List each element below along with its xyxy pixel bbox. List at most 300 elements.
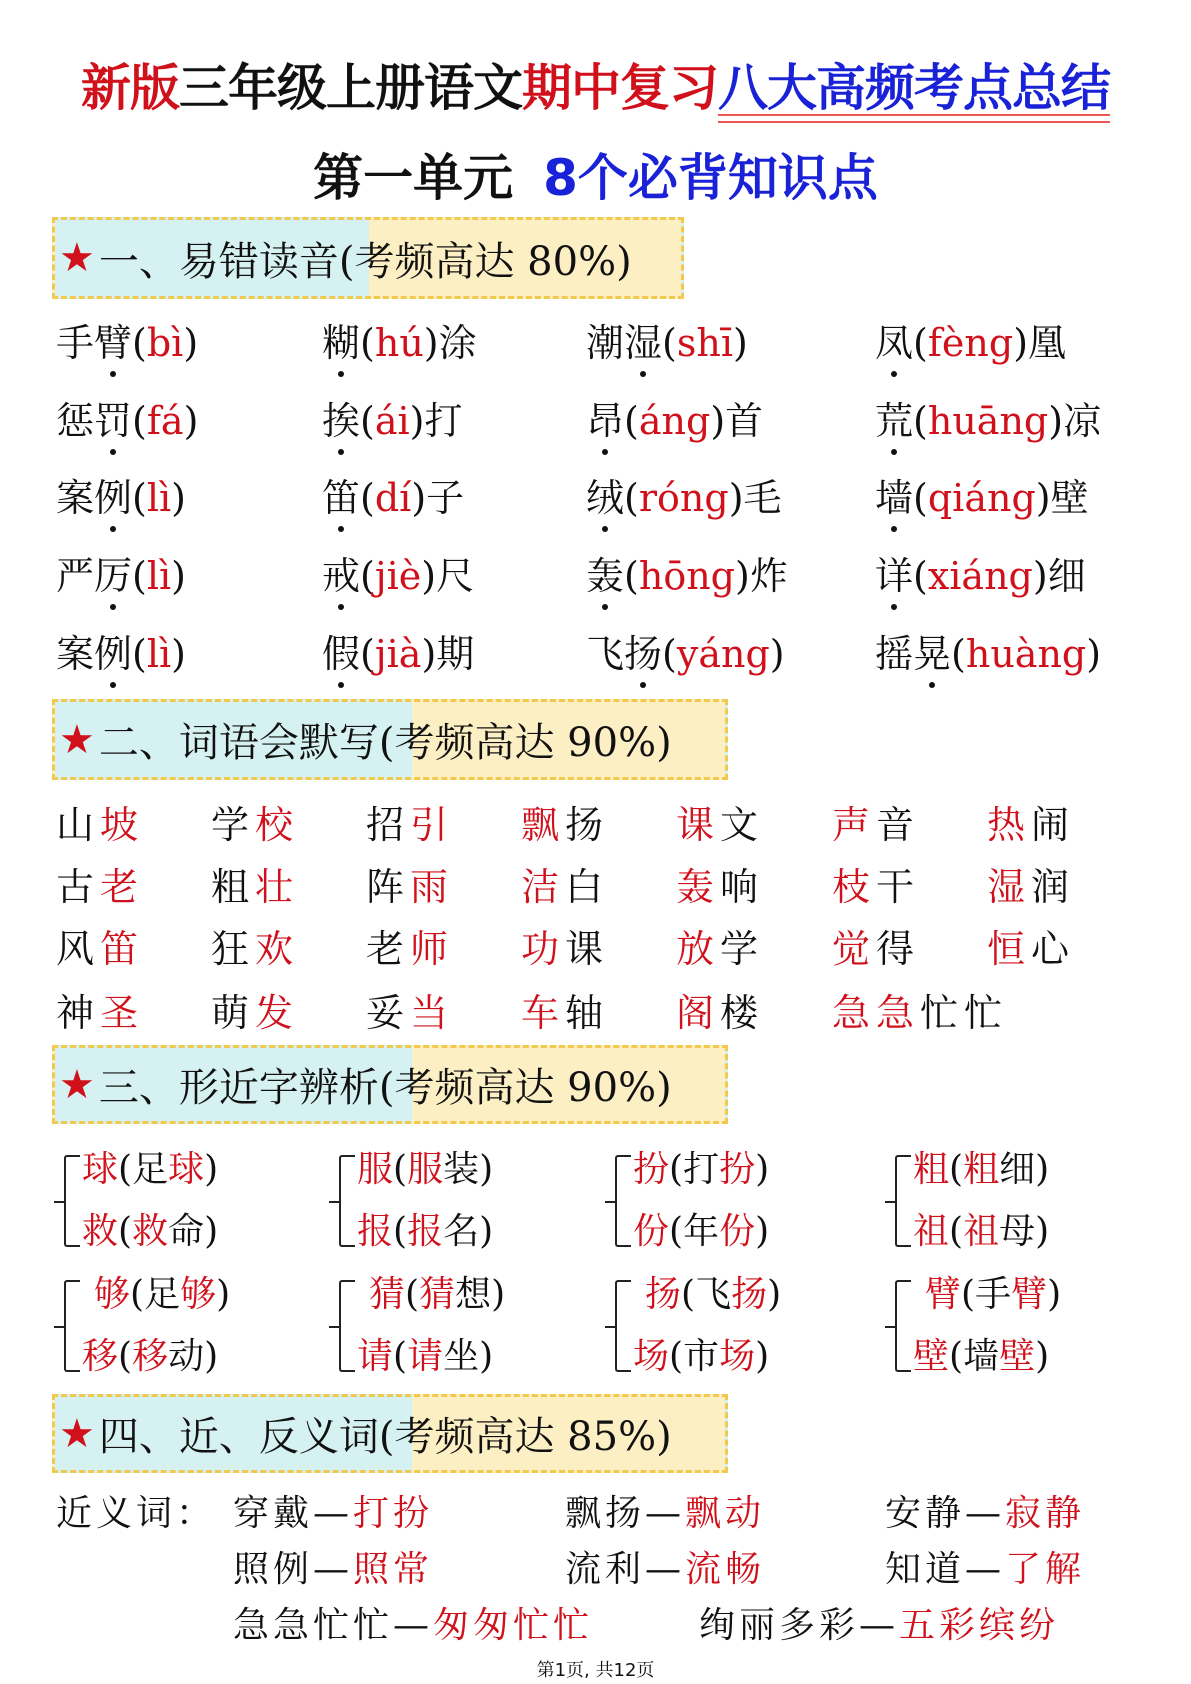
pronunciation-item (875, 312, 1066, 367)
highlight-char: 欢 (255, 927, 300, 971)
pronunciation-item (875, 467, 1089, 522)
dictation-word (987, 918, 1075, 973)
brace-icon (615, 1280, 631, 1372)
word-char: 请 (407, 1336, 444, 1377)
pronunciation-item (586, 312, 748, 367)
paren: ( (132, 321, 147, 365)
marked-char: 轰 (586, 545, 624, 600)
paren: ( (393, 1336, 408, 1377)
target-char: 场 (633, 1336, 670, 1377)
dictation-word (56, 918, 144, 973)
target-char: 报 (357, 1211, 394, 1252)
dash: — (965, 1549, 1006, 1590)
dictation-word (211, 856, 299, 911)
paren: ) (423, 321, 439, 365)
paren: ( (949, 1336, 964, 1377)
paren: ) (1048, 399, 1064, 443)
paren: ( (913, 321, 928, 365)
synonym: 五彩缤纷 (899, 1605, 1060, 1646)
pinyin: xiáng (927, 554, 1033, 598)
pronunciation-item (875, 623, 1101, 678)
word-char: 壁 (999, 1336, 1036, 1377)
word-char: 凉 (1063, 399, 1102, 443)
pinyin: jià (374, 632, 422, 676)
synonym-pair (565, 1541, 765, 1592)
pinyin: áng (638, 399, 711, 443)
target-char: 服 (357, 1149, 394, 1190)
paren: ( (669, 1149, 684, 1190)
word: 穿戴 (233, 1493, 314, 1534)
paren: ) (1035, 1149, 1050, 1190)
highlight-char: 老 (100, 865, 145, 909)
pinyin: fá (146, 399, 184, 443)
star-icon: ★ (59, 235, 95, 281)
dictation-word (676, 856, 764, 911)
marked-char: 荒 (875, 390, 913, 445)
paren: ( (360, 399, 375, 443)
dictation-word (521, 918, 609, 973)
paren: ) (728, 476, 744, 520)
word-char: 装 (443, 1149, 480, 1190)
word-char: 潮 (586, 321, 625, 365)
paren: ) (204, 1336, 219, 1377)
word-char: 学 (720, 927, 765, 971)
paren: ) (421, 632, 437, 676)
page-footer: 第1页, 共12页 (536, 1660, 655, 1681)
word-char: 得 (876, 927, 921, 971)
word-char: 白 (565, 865, 610, 909)
marked-char: 臂 (94, 312, 132, 367)
pronunciation-item (586, 390, 763, 445)
word-char: 狂 (211, 927, 256, 971)
paren: ( (669, 1211, 684, 1252)
paren: ) (479, 1211, 494, 1252)
paren: ) (735, 554, 750, 598)
paren: ( (132, 554, 147, 598)
word-char: 坐 (443, 1336, 480, 1377)
paren: ( (949, 1149, 964, 1190)
highlight-char: 圣 (100, 991, 145, 1035)
char-pair (633, 1203, 769, 1254)
section-header (52, 217, 684, 299)
section-label: 二、词语会默写 (98, 720, 379, 766)
dictation-word (521, 794, 609, 849)
page-subtitle (0, 138, 1191, 210)
synonym: 飘动 (685, 1493, 766, 1534)
synonym: 寂静 (1005, 1493, 1086, 1534)
target-char: 扮 (633, 1149, 670, 1190)
highlight-char: 恒 (987, 927, 1032, 971)
paren: ) (767, 1274, 782, 1315)
word-char: 够 (180, 1274, 217, 1315)
dash: — (965, 1493, 1006, 1534)
paren: ( (961, 1274, 976, 1315)
target-char: 扬 (645, 1274, 682, 1315)
dash: — (313, 1493, 354, 1534)
paren: ( (360, 554, 375, 598)
word: 安静 (885, 1493, 966, 1534)
paren: ) (755, 1149, 770, 1190)
brace-icon (339, 1280, 355, 1372)
section-frequency: (考频高达 90%) (378, 1065, 672, 1111)
paren: ( (118, 1211, 133, 1252)
dictation-word (56, 982, 144, 1037)
word-char: 壁 (1050, 476, 1089, 520)
word-char: 墙 (963, 1336, 1000, 1377)
highlight-char: 枝 (832, 865, 877, 909)
paren: ) (769, 632, 785, 676)
char-pair (82, 1328, 218, 1379)
section-label: 三、形近字辨析 (98, 1065, 379, 1111)
paren: ) (204, 1211, 219, 1252)
paren: ( (913, 476, 928, 520)
marked-char: 笛 (322, 467, 360, 522)
word-char: 细 (1047, 554, 1086, 598)
word-char: 山 (56, 803, 101, 847)
paren: ( (132, 632, 147, 676)
paren: ) (183, 321, 199, 365)
paren: ( (360, 476, 375, 520)
word: 知道 (885, 1549, 966, 1590)
target-char: 粗 (913, 1149, 950, 1190)
target-char: 臂 (925, 1274, 962, 1315)
paren: ) (171, 554, 186, 598)
pronunciation-item (56, 623, 186, 678)
word: 飘扬 (565, 1493, 646, 1534)
synonym: 照常 (353, 1549, 434, 1590)
char-pair (357, 1141, 493, 1192)
target-char: 份 (633, 1211, 670, 1252)
pronunciation-item (322, 623, 474, 678)
word-char: 音 (876, 803, 921, 847)
word-char: 涂 (438, 321, 477, 365)
pinyin: hōng (638, 554, 735, 598)
word-char: 文 (720, 803, 765, 847)
pinyin: qiáng (927, 476, 1036, 520)
word-char: 手 (975, 1274, 1012, 1315)
marked-char: 昂 (586, 390, 624, 445)
unit-label: 第一单元 (313, 149, 514, 207)
dictation-word (211, 918, 299, 973)
page-title (0, 48, 1191, 120)
paren: ) (1035, 1336, 1050, 1377)
word-char: 老 (366, 927, 411, 971)
paren: ( (118, 1149, 133, 1190)
dictation-word (987, 856, 1075, 911)
paren: ) (491, 1274, 506, 1315)
highlight-char: 坡 (100, 803, 145, 847)
paren: ) (421, 554, 437, 598)
paren: ( (118, 1336, 133, 1377)
star-icon: ★ (59, 1410, 95, 1457)
highlight-char: 洁 (521, 865, 566, 909)
synonym-pair (233, 1541, 433, 1592)
word-char: 摇 (875, 632, 914, 676)
word-char: 响 (720, 865, 765, 909)
dash: — (645, 1549, 686, 1590)
char-pair (94, 1266, 230, 1317)
dictation-word (676, 794, 764, 849)
dash: — (859, 1605, 900, 1646)
word-char: 子 (426, 476, 465, 520)
word-char: 招 (366, 803, 411, 847)
word-char: 粗 (963, 1149, 1000, 1190)
paren: ( (669, 1336, 684, 1377)
paren: ) (1035, 476, 1051, 520)
word-char: 期 (436, 632, 475, 676)
target-char: 球 (82, 1149, 119, 1190)
marked-char: 假 (322, 623, 360, 678)
highlight-char: 校 (255, 803, 300, 847)
highlight-char: 功 (521, 927, 566, 971)
word-char: 足 (144, 1274, 181, 1315)
word-char: 想 (455, 1274, 492, 1315)
brace-icon (64, 1280, 80, 1372)
paren: ) (479, 1336, 494, 1377)
synonym-pair (885, 1541, 1085, 1592)
synonyms-label: 近义词： (56, 1493, 217, 1534)
target-char: 请 (357, 1336, 394, 1377)
highlight-char: 热 (987, 803, 1032, 847)
marked-char: 凤 (875, 312, 913, 367)
highlight-char: 壮 (255, 865, 300, 909)
dictation-word (56, 794, 144, 849)
word-char: 扬 (565, 803, 610, 847)
char-pair (645, 1266, 781, 1317)
pinyin: dí (374, 476, 412, 520)
word-char: 足 (132, 1149, 169, 1190)
pinyin: lì (146, 632, 172, 676)
char-pair (82, 1203, 218, 1254)
word-char: 救 (132, 1211, 169, 1252)
char-pair (357, 1328, 493, 1379)
highlight-char: 当 (410, 991, 455, 1035)
word-char: 凰 (1028, 321, 1067, 365)
word-char: 命 (168, 1211, 205, 1252)
marked-char: 例 (94, 623, 132, 678)
paren: ) (479, 1149, 494, 1190)
synonym-pair (233, 1485, 433, 1536)
paren: ( (624, 399, 639, 443)
highlight-char: 笛 (100, 927, 145, 971)
pinyin: ái (374, 399, 410, 443)
word-char: 细 (999, 1149, 1036, 1190)
dictation-word (366, 918, 454, 973)
paren: ( (913, 399, 928, 443)
title-part: 新版 (81, 59, 179, 117)
paren: ( (405, 1274, 420, 1315)
word-char: 报 (407, 1211, 444, 1252)
pinyin: huàng (965, 632, 1087, 676)
paren: ( (662, 632, 677, 676)
star-icon: ★ (59, 716, 95, 763)
word-char: 课 (565, 927, 610, 971)
paren: ( (624, 554, 639, 598)
dictation-word (832, 918, 920, 973)
paren: ( (662, 321, 677, 365)
word-char: 楼 (720, 991, 765, 1035)
highlight-char: 湿 (987, 865, 1032, 909)
word-char: 严 (56, 554, 95, 598)
pinyin: lì (146, 476, 172, 520)
dictation-word (832, 794, 920, 849)
dictation-word (366, 982, 454, 1037)
section-frequency: (考频高达 80%) (338, 238, 632, 285)
paren: ) (409, 399, 425, 443)
pinyin: lì (146, 554, 172, 598)
synonym: 流畅 (685, 1549, 766, 1590)
section-frequency: (考频高达 90%) (378, 720, 672, 766)
pronunciation-item (322, 545, 474, 600)
dictation-word (987, 794, 1075, 849)
word-char: 案 (56, 632, 95, 676)
paren: ( (393, 1149, 408, 1190)
target-char: 壁 (913, 1336, 950, 1377)
char-pair (633, 1328, 769, 1379)
paren: ( (624, 476, 639, 520)
paren: ) (216, 1274, 231, 1315)
pinyin: bì (146, 321, 184, 365)
synonym-pair (565, 1485, 765, 1536)
paren: ( (949, 1211, 964, 1252)
title-part: 八大高频考点总结 (718, 59, 1110, 117)
word-char: 尺 (436, 554, 475, 598)
pronunciation-item (56, 545, 186, 600)
paren: ) (171, 632, 186, 676)
target-char: 祖 (913, 1211, 950, 1252)
star-icon: ★ (59, 1061, 95, 1108)
dash: — (393, 1605, 434, 1646)
char-pair (913, 1141, 1049, 1192)
marked-char: 绒 (586, 467, 624, 522)
word-char: 手 (56, 321, 95, 365)
word-char: 扮 (719, 1149, 756, 1190)
dictation-word (832, 982, 1008, 1037)
word: 流利 (565, 1549, 646, 1590)
word-char: 古 (56, 865, 101, 909)
marked-char: 详 (875, 545, 913, 600)
highlight-char: 放 (676, 927, 721, 971)
word-char: 祖 (963, 1211, 1000, 1252)
word: 照例 (233, 1549, 314, 1590)
dictation-word (211, 794, 299, 849)
paren: ) (710, 399, 726, 443)
pronunciation-item (875, 545, 1086, 600)
word-char: 动 (168, 1336, 205, 1377)
marked-char: 罚 (94, 390, 132, 445)
highlight-char: 发 (255, 991, 300, 1035)
pinyin: huāng (927, 399, 1049, 443)
highlight-char: 引 (410, 803, 455, 847)
word-char: 妥 (366, 991, 411, 1035)
title-part: 三年级上册语文 (179, 59, 522, 117)
synonym: 了解 (1005, 1549, 1086, 1590)
word-char: 轴 (565, 991, 610, 1035)
pronunciation-item (322, 390, 463, 445)
word-char: 阵 (366, 865, 411, 909)
highlight-char: 觉 (832, 927, 877, 971)
brace-icon (895, 1155, 911, 1247)
paren: ( (360, 321, 375, 365)
section-header (52, 1045, 728, 1124)
section-header (52, 699, 728, 780)
target-char: 够 (94, 1274, 131, 1315)
word-char: 年 (683, 1211, 720, 1252)
word-char: 学 (211, 803, 256, 847)
marked-char: 戒 (322, 545, 360, 600)
marked-char: 厉 (94, 545, 132, 600)
word-char: 移 (132, 1336, 169, 1377)
paren: ) (183, 399, 199, 443)
dictation-word (521, 856, 609, 911)
word-char: 名 (443, 1211, 480, 1252)
marked-char: 湿 (624, 312, 662, 367)
section-header (52, 1394, 728, 1473)
char-pair (913, 1328, 1049, 1379)
dash: — (313, 1549, 354, 1590)
char-pair (357, 1203, 493, 1254)
pronunciation-item (586, 545, 788, 600)
paren: ) (411, 476, 427, 520)
marked-char: 例 (94, 467, 132, 522)
pinyin: fèng (927, 321, 1014, 365)
paren: ) (755, 1211, 770, 1252)
word-char: 心 (1031, 927, 1076, 971)
brace-icon (64, 1155, 80, 1247)
highlight-char: 雨 (410, 865, 455, 909)
word-char: 惩 (56, 399, 95, 443)
word-char: 萌 (211, 991, 256, 1035)
target-char: 移 (82, 1336, 119, 1377)
marked-char: 挨 (322, 390, 360, 445)
section-label: 四、近、反义词 (98, 1414, 379, 1460)
paren: ) (1032, 554, 1048, 598)
word: 急急忙忙 (233, 1605, 394, 1646)
marked-char: 糊 (322, 312, 360, 367)
word-char: 市 (683, 1336, 720, 1377)
dash: — (645, 1493, 686, 1534)
paren: ) (733, 321, 748, 365)
word-char: 猜 (419, 1274, 456, 1315)
synonym-pair (885, 1485, 1085, 1536)
word-char: 臂 (1011, 1274, 1048, 1315)
highlight-char: 车 (521, 991, 566, 1035)
paren: ( (130, 1274, 145, 1315)
pronunciation-item (56, 390, 198, 445)
char-pair (369, 1266, 505, 1317)
paren: ) (171, 476, 186, 520)
dictation-word (676, 918, 764, 973)
word-char: 神 (56, 991, 101, 1035)
brace-icon (895, 1280, 911, 1372)
section-label: 一、易错读音 (98, 238, 339, 285)
synonym: 匆匆忙忙 (433, 1605, 594, 1646)
word-char: 干 (876, 865, 921, 909)
pronunciation-item (56, 312, 198, 367)
word-char: 场 (719, 1336, 756, 1377)
pronunciation-item (586, 467, 782, 522)
pinyin: róng (638, 476, 729, 520)
synonym: 打扮 (353, 1493, 434, 1534)
dictation-word (366, 856, 454, 911)
synonym-pair (233, 1597, 593, 1648)
paren: ) (1035, 1211, 1050, 1252)
paren: ) (1047, 1274, 1062, 1315)
highlight-char: 声 (832, 803, 877, 847)
synonym-pair (699, 1597, 1059, 1648)
paren: ( (913, 554, 928, 598)
brace-icon (339, 1155, 355, 1247)
